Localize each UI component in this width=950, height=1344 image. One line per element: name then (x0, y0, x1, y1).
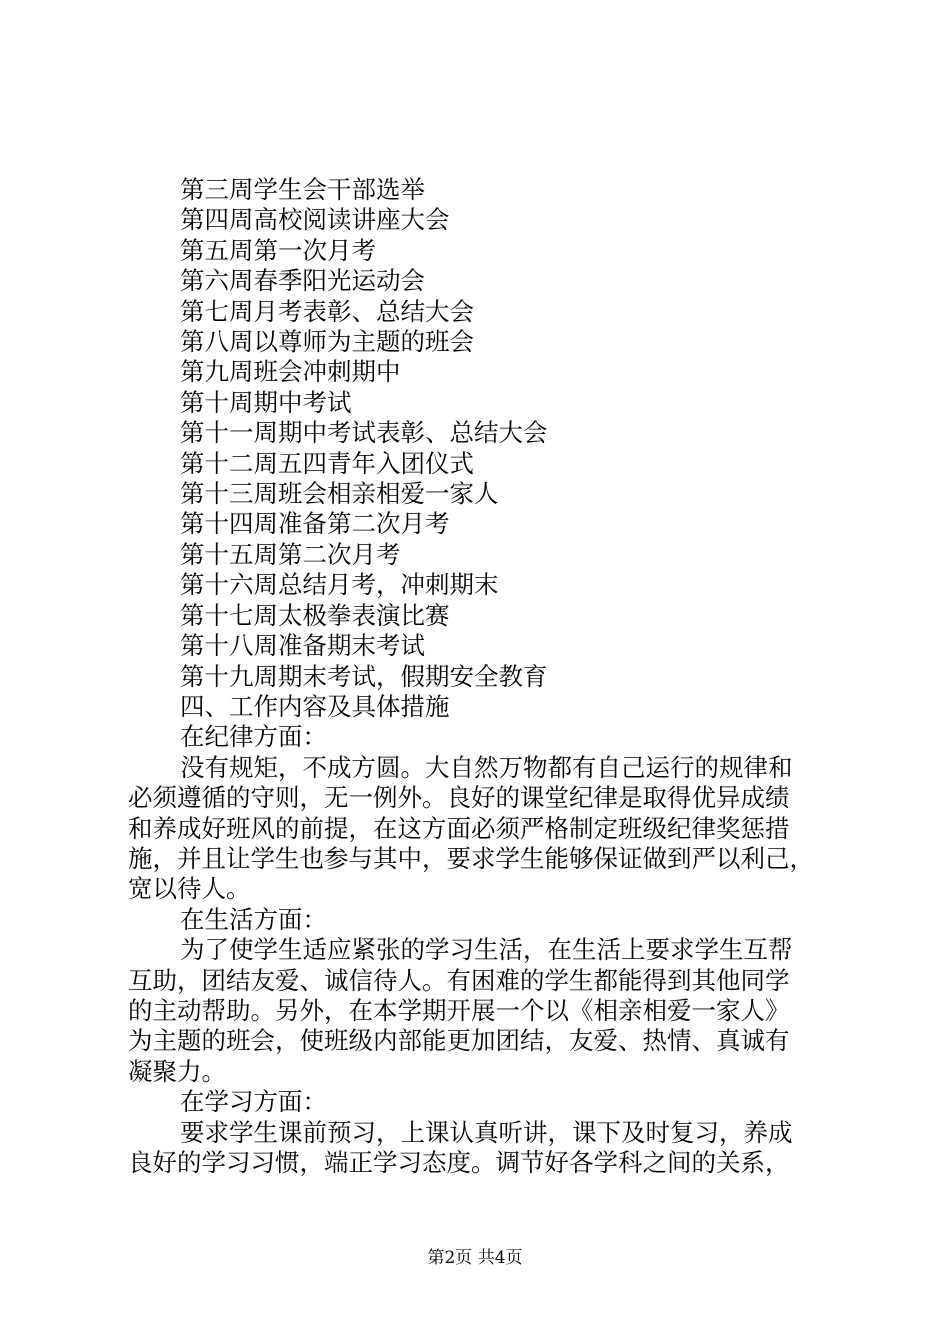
section-heading: 四、工作内容及具体措施 (180, 691, 450, 721)
paragraph-line: 凝聚力。 (128, 1056, 226, 1086)
paragraph-line: 施，并且让学生也参与其中，要求学生能够保证做到严以利己， (128, 843, 814, 873)
paragraph-line: 和养成好班风的前提，在这方面必须严格制定班级纪律奖惩措 (128, 813, 790, 843)
weekly-schedule (128, 175, 828, 692)
schedule-item: 第四周高校阅读讲座大会 (180, 205, 450, 235)
paragraph-line: 良好的学习习惯，端正学习态度。调节好各学科之间的关系， (128, 1148, 790, 1177)
paragraph-line: 互助，团结友爱、诚信待人。有困难的学生都能得到其他同学 (128, 965, 790, 995)
study-paragraph (128, 1118, 828, 1179)
paragraph-line: 为主题的班会，使班级内部能更加团结，友爱、热情、真诚有 (128, 1026, 790, 1056)
paragraph-line: 必须遵循的守则，无一例外。良好的课堂纪律是取得优异成绩 (128, 783, 790, 813)
schedule-item: 第三周学生会干部选举 (180, 175, 425, 204)
schedule-item: 第十八周准备期末考试 (180, 631, 425, 661)
schedule-item: 第十三周班会相亲相爱一家人 (180, 479, 499, 509)
life-heading: 在生活方面： (180, 904, 327, 934)
schedule-item: 第十六周总结月考，冲刺期末 (180, 570, 499, 600)
schedule-item: 第十四周准备第二次月考 (180, 509, 450, 539)
schedule-item: 第十周期中考试 (180, 387, 352, 417)
paragraph-line: 为了使学生适应紧张的学习生活，在生活上要求学生互帮 (180, 935, 793, 965)
paragraph-line: 的主动帮助。另外，在本学期开展一个以《相亲相爱一家人》 (128, 995, 790, 1025)
document-body (128, 175, 828, 1178)
page-number-footer: 第2页 共4页 (427, 1248, 523, 1268)
schedule-item: 第十一周期中考试表彰、总结大会 (180, 418, 548, 448)
schedule-item: 第八周以尊师为主题的班会 (180, 327, 474, 357)
schedule-item: 第十五周第二次月考 (180, 539, 401, 569)
discipline-heading: 在纪律方面： (180, 722, 327, 752)
life-paragraph (128, 935, 828, 1087)
schedule-item: 第九周班会冲刺期中 (180, 357, 401, 387)
schedule-item: 第十二周五四青年入团仪式 (180, 448, 474, 478)
schedule-item: 第七周月考表彰、总结大会 (180, 296, 474, 326)
paragraph-line: 要求学生课前预习，上课认真听讲，课下及时复习，养成 (180, 1117, 793, 1147)
paragraph-line: 宽以待人。 (128, 874, 251, 904)
schedule-item: 第六周春季阳光运动会 (180, 266, 425, 296)
schedule-item: 第五周第一次月考 (180, 235, 376, 265)
schedule-item: 第十九周期末考试，假期安全教育 (180, 661, 548, 691)
paragraph-line: 没有规矩，不成方圆。大自然万物都有自己运行的规律和 (180, 752, 793, 782)
schedule-item: 第十七周太极拳表演比赛 (180, 600, 450, 630)
discipline-paragraph (128, 753, 828, 905)
study-heading: 在学习方面： (180, 1087, 327, 1117)
